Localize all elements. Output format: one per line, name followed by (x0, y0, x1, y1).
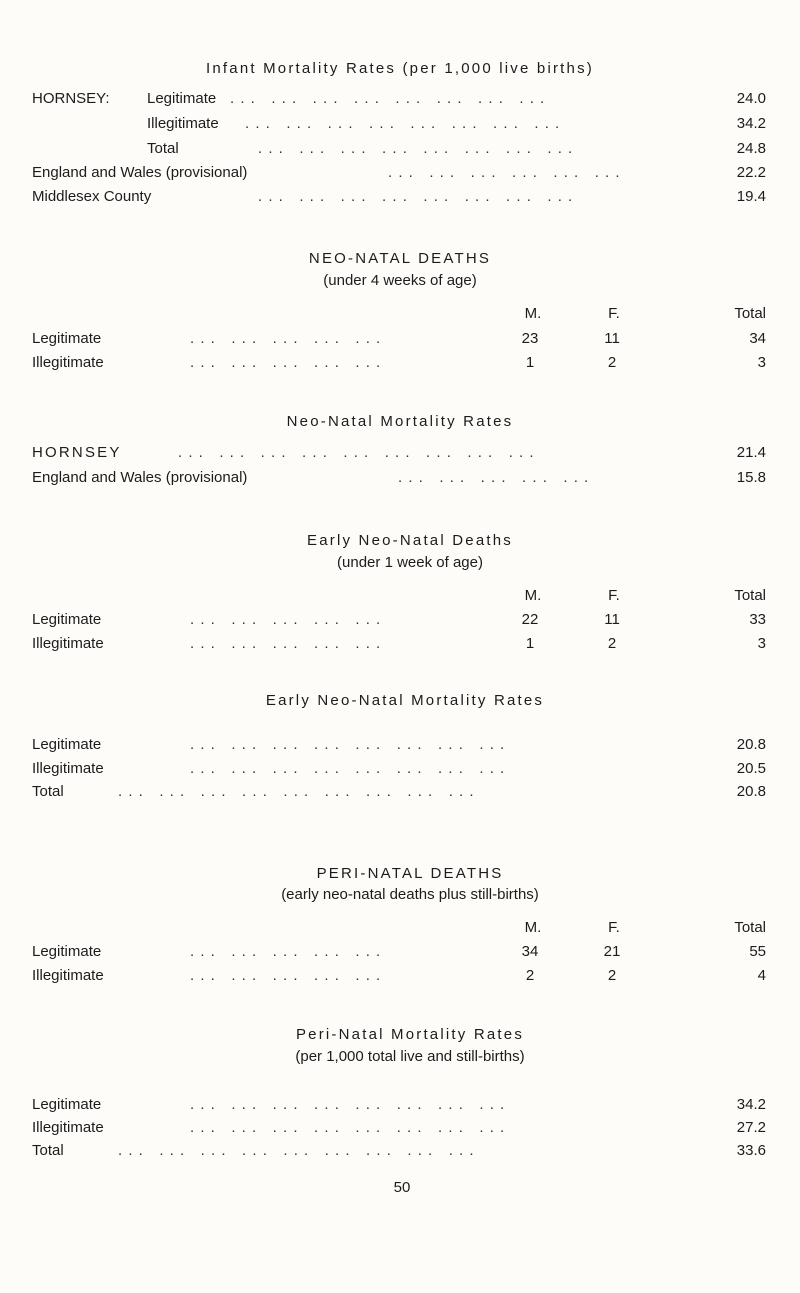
neonatal-deaths-title: NEO-NATAL DEATHS (308, 250, 492, 267)
table-cell-m: 23 (521, 330, 539, 347)
dot-leader: . . . . . . . . . . . . . . . (190, 635, 382, 652)
column-header-m: M. (524, 305, 542, 322)
rate-row-label: Total (32, 1142, 64, 1159)
table-cell-m: 1 (525, 635, 535, 652)
dot-leader: . . . . . . . . . . . . . . . . . . (388, 164, 621, 181)
dot-leader: . . . . . . . . . . . . . . . . . . . . . . . . (190, 1096, 506, 1113)
dot-leader: . . . . . . . . . . . . . . . (190, 354, 382, 371)
column-header-total: Total (734, 919, 766, 936)
dot-leader: . . . . . . . . . . . . . . . . . . . . . . . . . . . (118, 1142, 475, 1159)
table-cell-m: 22 (521, 611, 539, 628)
dot-leader: . . . . . . . . . . . . . . . . . . . . . . . . (258, 140, 574, 157)
table-cell-total: 3 (757, 354, 766, 371)
rate-row-value: 20.8 (736, 783, 766, 800)
rate-row-value: 21.4 (736, 444, 766, 461)
table-row-label: Legitimate (32, 330, 102, 347)
rate-row-value: 20.8 (736, 736, 766, 753)
dot-leader: . . . . . . . . . . . . . . . . . . . . . . . . (190, 736, 506, 753)
dot-leader: . . . . . . . . . . . . . . . (190, 943, 382, 960)
table-cell-f: 2 (607, 967, 617, 984)
rate-row-label: Legitimate (32, 736, 102, 753)
table-cell-total: 33 (749, 611, 766, 628)
column-header-total: Total (734, 587, 766, 604)
rate-row-label: Illegitimate (32, 760, 104, 777)
table-cell-f: 2 (607, 354, 617, 371)
dot-leader: . . . . . . . . . . . . . . . (190, 330, 382, 347)
dot-leader: . . . . . . . . . . . . . . . . . . . . . . . . (190, 1119, 506, 1136)
table-cell-f: 11 (604, 611, 620, 628)
table-row-label: Legitimate (32, 943, 102, 960)
table-cell-m: 2 (525, 967, 535, 984)
infant-row-value: 22.2 (736, 164, 766, 181)
infant-row-label: Illegitimate (147, 115, 219, 132)
dot-leader: . . . . . . . . . . . . . . . . . . . . . . . . (190, 760, 506, 777)
table-row-label: Illegitimate (32, 635, 104, 652)
rate-row-label: Total (32, 783, 64, 800)
dot-leader: . . . . . . . . . . . . . . . (190, 967, 382, 984)
perinatal-deaths-title: PERI-NATAL DEATHS (316, 865, 504, 882)
column-header-f: F. (608, 587, 620, 604)
infant-row-value: 34.2 (736, 115, 766, 132)
infant-row-label: Total (147, 140, 179, 157)
table-row-label: Legitimate (32, 611, 102, 628)
dot-leader: . . . . . . . . . . . . . . . . . . . . . . . . (258, 188, 574, 205)
table-cell-f: 2 (607, 635, 617, 652)
rate-row-value: 34.2 (736, 1096, 766, 1113)
infant-row-label: Legitimate (147, 90, 217, 107)
neonatal-rates-title: Neo-Natal Mortality Rates (286, 413, 514, 430)
infant-row-value: 24.0 (736, 90, 766, 107)
column-header-total: Total (734, 305, 766, 322)
column-header-f: F. (608, 919, 620, 936)
table-cell-total: 4 (757, 967, 766, 984)
rate-row-value: 27.2 (736, 1119, 766, 1136)
rate-row-value: 20.5 (736, 760, 766, 777)
page-number: 50 (393, 1179, 411, 1196)
dot-leader: . . . . . . . . . . . . . . . . . . . . . . . . . . . (118, 783, 475, 800)
dot-leader: . . . . . . . . . . . . . . . . . . . . . . . . (245, 115, 561, 132)
rate-row-value: 15.8 (736, 469, 766, 486)
early-neonatal-rates-title: Early Neo-Natal Mortality Rates (265, 692, 545, 709)
table-cell-m: 1 (525, 354, 535, 371)
table-cell-total: 3 (757, 635, 766, 652)
infant-mortality-title: Infant Mortality Rates (per 1,000 live births) (206, 60, 594, 77)
dot-leader: . . . . . . . . . . . . . . . . . . . . . . . . . . . (178, 444, 535, 461)
table-row-label: Illegitimate (32, 967, 104, 984)
infant-row-value: 24.8 (736, 140, 766, 157)
table-cell-m: 34 (521, 943, 539, 960)
perinatal-rates-subtitle: (per 1,000 total live and still-births) (295, 1048, 525, 1065)
table-cell-total: 55 (749, 943, 766, 960)
column-header-m: M. (524, 587, 542, 604)
early-neonatal-deaths-subtitle: (under 1 week of age) (337, 554, 483, 571)
table-row-label: Illegitimate (32, 354, 104, 371)
rate-row-label: England and Wales (provisional) (32, 469, 248, 486)
table-cell-f: 11 (604, 330, 620, 347)
column-header-m: M. (524, 919, 542, 936)
rate-row-label: Illegitimate (32, 1119, 104, 1136)
infant-row-value: 19.4 (736, 188, 766, 205)
table-cell-total: 34 (749, 330, 766, 347)
hornsey-label: HORNSEY: (32, 90, 110, 107)
infant-row-label: Middlesex County (32, 188, 152, 205)
column-header-f: F. (608, 305, 620, 322)
neonatal-deaths-subtitle: (under 4 weeks of age) (323, 272, 477, 289)
dot-leader: . . . . . . . . . . . . . . . (398, 469, 590, 486)
table-cell-f: 21 (603, 943, 621, 960)
perinatal-deaths-subtitle: (early neo-natal deaths plus still-births) (281, 886, 539, 903)
rate-row-label: Legitimate (32, 1096, 102, 1113)
rate-row-value: 33.6 (736, 1142, 766, 1159)
infant-row-label: England and Wales (provisional) (32, 164, 248, 181)
dot-leader: . . . . . . . . . . . . . . . (190, 611, 382, 628)
perinatal-rates-title: Peri-Natal Mortality Rates (295, 1026, 525, 1043)
dot-leader: . . . . . . . . . . . . . . . . . . . . . . . . (230, 90, 546, 107)
rate-row-label: HORNSEY (32, 444, 122, 461)
early-neonatal-deaths-title: Early Neo-Natal Deaths (307, 532, 513, 549)
